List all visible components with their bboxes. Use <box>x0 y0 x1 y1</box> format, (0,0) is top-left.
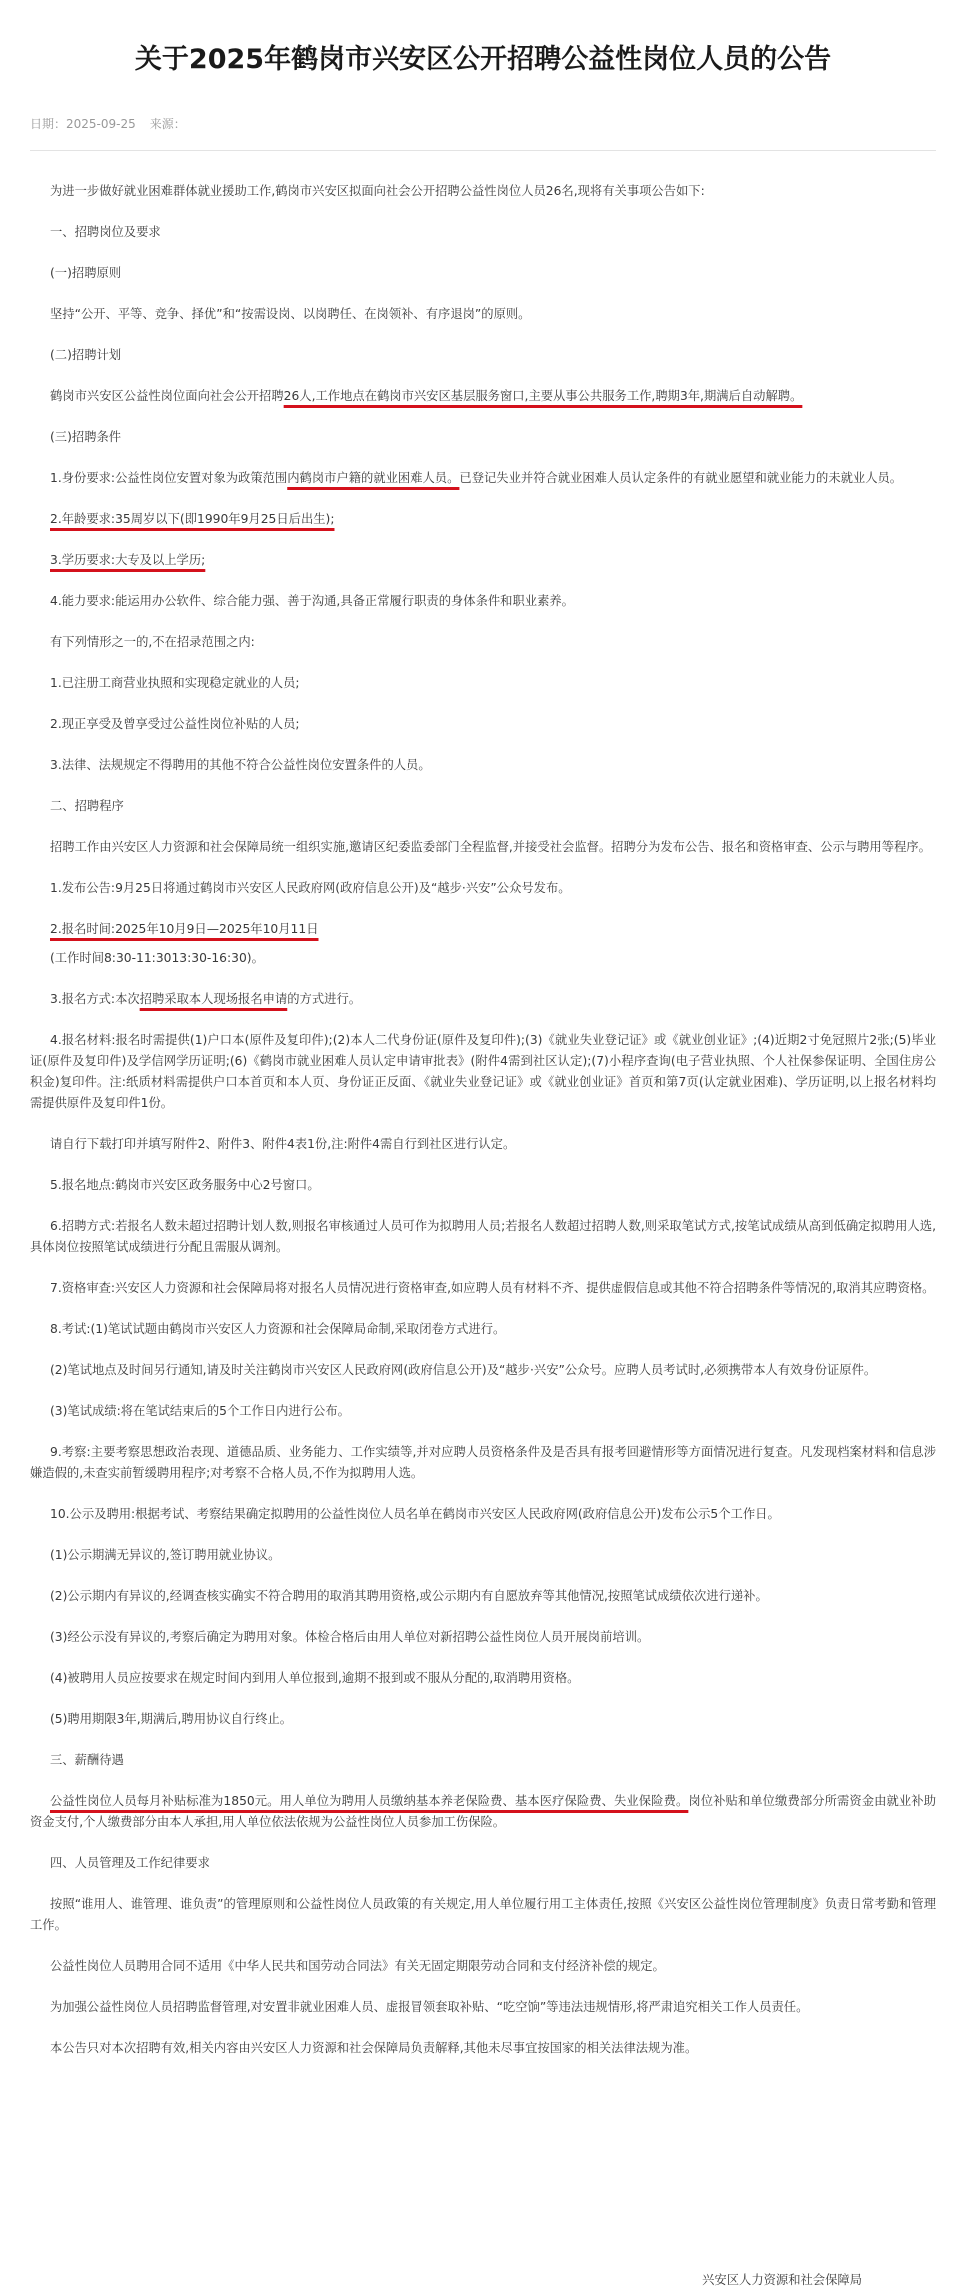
paragraph: 按照“谁用人、谁管理、谁负责”的管理原则和公益性岗位人员政策的有关规定,用人单位履行用工主体责任,按照《兴安区公益性岗位管理制度》负责日常考勤和管理工作。 <box>30 1897 936 1932</box>
paragraph: 本公告只对本次招聘有效,相关内容由兴安区人力资源和社会保障局负责解释,其他未尽事宜按国家的相关法律法规为准。 <box>50 2041 698 2055</box>
article-body <box>30 181 936 2059</box>
issuer-signature: 兴安区人力资源和社会保障局 <box>702 2273 862 2287</box>
underlined-text: 2.年龄要求:35周岁以下(即1990年9月25日后出生); <box>50 512 335 526</box>
procedure-item: (1)公示期满无异议的,签订聘用就业协议。 <box>50 1548 281 1562</box>
age-requirement <box>30 509 936 530</box>
paragraph: 招聘工作由兴安区人力资源和社会保障局统一组织实施,邀请区纪委监委部门全程监督,并接受社会监督。招聘分为发布公告、报名和资格审查、公示与聘用等程序。 <box>50 840 931 854</box>
subsection-heading: (三)招聘条件 <box>50 430 122 444</box>
paragraph: 请自行下载打印并填写附件2、附件3、附件4表1份,注:附件4需自行到社区进行认定。 <box>50 1137 516 1151</box>
underlined-text: 3.学历要求:大专及以上学历; <box>50 553 206 567</box>
procedure-item: (5)聘用期限3年,期满后,聘用协议自行终止。 <box>50 1712 293 1726</box>
underlined-text: 公益性岗位人员每月补贴标准为1850元。用人单位为聘用人员缴纳基本养老保险费、基本医疗保险费、失业保险费。 <box>50 1794 689 1808</box>
subsection-heading: (二)招聘计划 <box>50 348 122 362</box>
recruitment-plan-paragraph <box>30 386 936 407</box>
section-heading: 三、薪酬待遇 <box>50 1753 124 1767</box>
procedure-item: 7.资格审查:兴安区人力资源和社会保障局将对报名人员情况进行资格审查,如应聘人员有材料不齐、提供虚假信息或其他不符合招聘条件等情况的,取消其应聘资格。 <box>50 1281 935 1295</box>
procedure-item: 1.发布公告:9月25日将通过鹤岗市兴安区人民政府网(政府信息公开)及“越步·兴安”公众号发布。 <box>50 881 571 895</box>
underlined-text: 招聘采取本人现场报名申请 <box>139 992 288 1006</box>
paragraph: 公益性岗位人员聘用合同不适用《中华人民共和国劳动合同法》有关无固定期限劳动合同和支付经济补偿的规定。 <box>50 1959 665 1973</box>
article-title: 关于2025年鹤岗市兴安区公开招聘公益性岗位人员的公告 <box>134 44 832 75</box>
exclusion-item: 1.已注册工商营业执照和实现稳定就业的人员; <box>50 676 300 690</box>
identity-requirement <box>30 468 936 489</box>
procedure-item: 9.考察:主要考察思想政治表现、道德品质、业务能力、工作实绩等,并对应聘人员资格条件及是否具有报考回避情形等方面情况进行复查。凡发现档案材料和信息涉嫌造假的,未查实前暂缓聘用程序;对考察不合格人员,不作为拟聘用人选。 <box>30 1445 936 1480</box>
procedure-item: 10.公示及聘用:根据考试、考察结果确定拟聘用的公益性岗位人员名单在鹤岗市兴安区人民政府网(政府信息公开)发布公示5个工作日。 <box>50 1507 780 1521</box>
registration-time <box>30 919 936 940</box>
publish-date: 日期：2025-09-25 <box>30 117 136 131</box>
ability-requirement: 4.能力要求:能运用办公软件、综合能力强、善于沟通,具备正常履行职责的身体条件和职业素养。 <box>50 594 574 608</box>
text-span: 1.身份要求:公益性岗位安置对象为政策范围 <box>50 471 288 485</box>
article-meta <box>30 116 936 132</box>
procedure-item: (2)公示期内有异议的,经调查核实确实不符合聘用的取消其聘用资格,或公示期内有自愿放弃等其他情况,按照笔试成绩依次进行递补。 <box>50 1589 768 1603</box>
source-label: 来源： <box>149 117 186 131</box>
registration-materials: 4.报名材料:报名时需提供(1)户口本(原件及复印件);(2)本人二代身份证(原件及复印件);(3)《就业失业登记证》或《就业创业证》;(4)近期2寸免冠照片2张;(5)毕业证(原件及复印件)及学信网学历证明;(6)《鹤岗市就业困难人员认定申请审批表》(附件4需到社区认定);(7)小程序查询(电子营业执照、个人社保参保证明、全国住房公积金)复印件。注:纸质材料需提供户口本首页和本人页、身份证正反面、《就业失业登记证》或《就业创业证》首页和第7页(认定就业困难)、学历证明,以上报名材料均需提供原件及复印件1份。 <box>30 1033 936 1110</box>
procedure-item: (3)经公示没有异议的,考察后确定为聘用对象。体检合格后由用人单位对新招聘公益性岗位人员开展岗前培训。 <box>50 1630 650 1644</box>
salary-paragraph <box>30 1791 936 1833</box>
text-span: 3.报名方式:本次 <box>50 992 140 1006</box>
text-span: 鹤岗市兴安区公益性岗位面向社会公开招聘 <box>50 389 284 403</box>
paragraph: 为加强公益性岗位人员招聘监督管理,对安置非就业困难人员、虚报冒领套取补贴、“吃空饷”等违法违规情形,将严肃追究相关工作人员责任。 <box>50 2000 809 2014</box>
underlined-text: 26人,工作地点在鹤岗市兴安区基层服务窗口,主要从事公共服务工作,聘期3年,期满后自动解聘。 <box>283 389 803 403</box>
procedure-item: (4)被聘用人员应按要求在规定时间内到用人单位报到,逾期不报到或不服从分配的,取消聘用资格。 <box>50 1671 580 1685</box>
paragraph: 坚持“公开、平等、竞争、择优”和“按需设岗、以岗聘任、在岗领补、有序退岗”的原则。 <box>50 307 531 321</box>
section-heading: 四、人员管理及工作纪律要求 <box>50 1856 210 1870</box>
exclusion-item: 3.法律、法规规定不得聘用的其他不符合公益性岗位安置条件的人员。 <box>50 758 431 772</box>
education-requirement <box>30 550 936 571</box>
section-heading: 一、招聘岗位及要求 <box>50 225 161 239</box>
subsection-heading: (一)招聘原则 <box>50 266 122 280</box>
working-hours: (工作时间8:30-11:3013:30-16:30)。 <box>50 951 264 965</box>
procedure-item: 8.考试:(1)笔试试题由鹤岗市兴安区人力资源和社会保障局命制,采取闭卷方式进行。 <box>50 1322 506 1336</box>
exclusion-item: 2.现正享受及曾享受过公益性岗位补贴的人员; <box>50 717 300 731</box>
text-span: 已登记失业并符合就业困难人员认定条件的有就业愿望和就业能力的未就业人员。 <box>459 471 903 485</box>
title-divider <box>30 150 936 151</box>
section-heading: 二、招聘程序 <box>50 799 124 813</box>
underlined-text: 内鹤岗市户籍的就业困难人员。 <box>287 471 460 485</box>
registration-method <box>30 989 936 1010</box>
procedure-item: 6.招聘方式:若报名人数未超过招聘计划人数,则报名审核通过人员可作为拟聘用人员;若报名人数超过招聘人数,则采取笔试方式,按笔试成绩从高到低确定拟聘用人选,具体岗位按照笔试成绩进行分配且需服从调剂。 <box>30 1219 936 1254</box>
intro-paragraph: 为进一步做好就业困难群体就业援助工作,鹤岗市兴安区拟面向社会公开招聘公益性岗位人员26名,现将有关事项公告如下: <box>50 184 705 198</box>
procedure-item: (3)笔试成绩:将在笔试结束后的5个工作日内进行公布。 <box>50 1404 350 1418</box>
exclusion-heading: 有下列情形之一的,不在招录范围之内: <box>50 635 255 649</box>
underlined-text: 2.报名时间:2025年10月9日—2025年10月11日 <box>50 922 319 936</box>
text-span: 岗位补贴和单位缴费部分所需资金由就业补助资金支付,个人缴费部分由本人承担,用人单位依法依规为公益性岗位人员参加工伤保险。 <box>30 1794 936 1829</box>
procedure-item: 5.报名地点:鹤岗市兴安区政务服务中心2号窗口。 <box>50 1178 320 1192</box>
procedure-item: (2)笔试地点及时间另行通知,请及时关注鹤岗市兴安区人民政府网(政府信息公开)及“越步·兴安”公众号。应聘人员考试时,必须携带本人有效身份证原件。 <box>50 1363 877 1377</box>
text-span: 的方式进行。 <box>287 992 362 1006</box>
